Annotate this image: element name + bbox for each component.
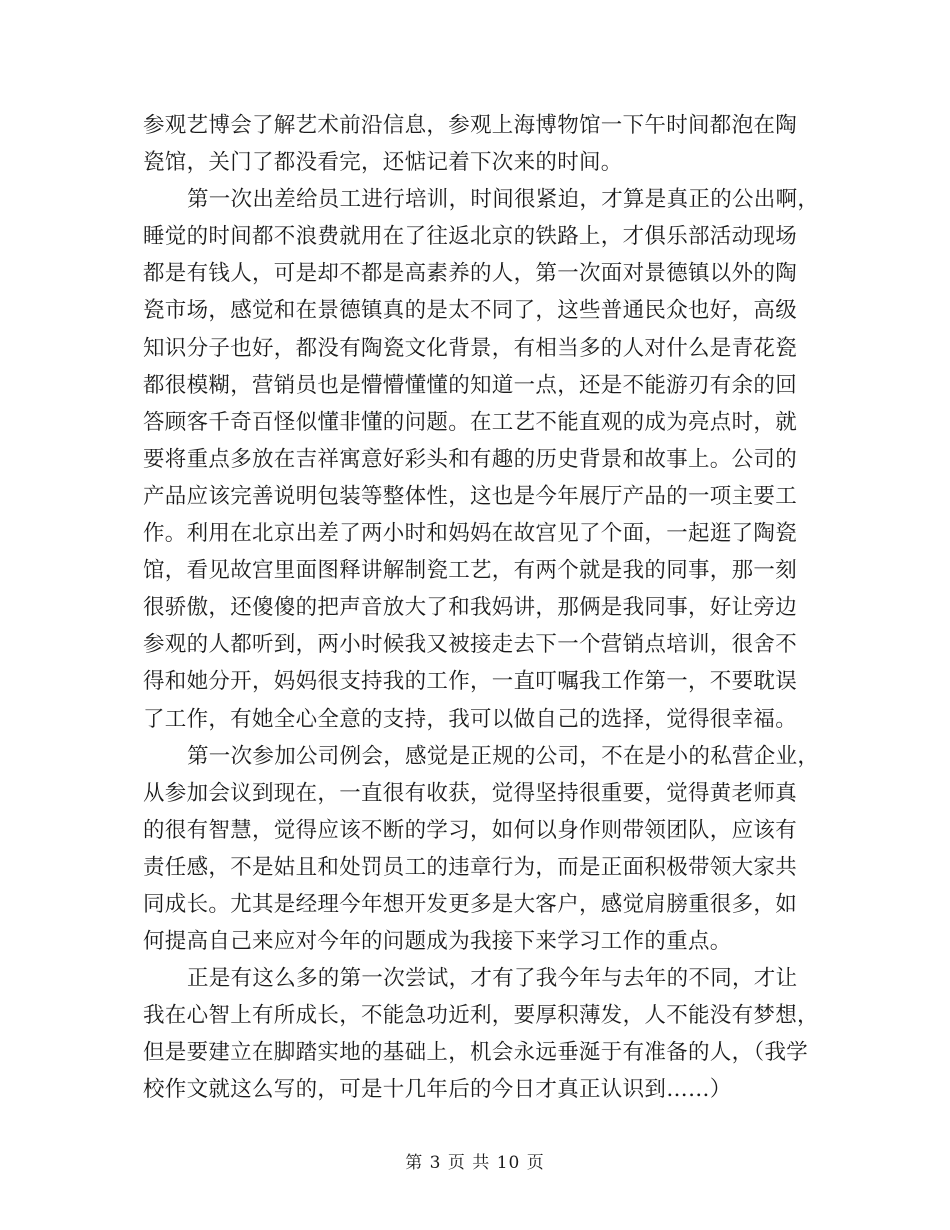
text-line: 知识分子也好，都没有陶瓷文化背景，有相当多的人对什么是青花瓷 — [143, 335, 798, 361]
text-line: 睡觉的时间都不浪费就用在了往返北京的铁路上，才俱乐部活动现场 — [143, 224, 798, 250]
text-line: 校作文就这么写的，可是十几年后的今日才真正认识到……） — [143, 1077, 732, 1103]
text-line: 但是要建立在脚踏实地的基础上，机会永远垂涎于有准备的人，（我学 — [143, 1040, 809, 1066]
text-line: 何提高自己来应对今年的问题成为我接下来学习工作的重点。 — [143, 929, 732, 955]
text-line: 的很有智慧，觉得应该不断的学习，如何以身作则带领团队，应该有 — [143, 817, 798, 843]
text-line: 从参加会议到现在，一直很有收获，觉得坚持很重要，觉得黄老师真 — [143, 780, 798, 806]
text-line: 要将重点多放在吉祥寓意好彩头和有趣的历史背景和故事上。公司的 — [143, 446, 798, 472]
text-line: 同成长。尤其是经理今年想开发更多是大客户，感觉肩膀重很多，如 — [143, 891, 798, 917]
text-line: 都是有钱人，可是却不都是高素养的人，第一次面对景德镇以外的陶 — [143, 261, 798, 287]
text-line: 产品应该完善说明包装等整体性，这也是今年展厅产品的一项主要工 — [143, 483, 798, 509]
text-line: 作。利用在北京出差了两小时和妈妈在故宫见了个面，一起逛了陶瓷 — [143, 521, 798, 547]
text-line: 得和她分开，妈妈很支持我的工作，一直叮嘱我工作第一，不要耽误 — [143, 669, 798, 695]
text-line: 瓷市场，感觉和在景德镇真的是太不同了，这些普通民众也好，高级 — [143, 298, 798, 324]
page-number-footer: 第 3 页 共 10 页 — [405, 1153, 545, 1173]
text-line: 正是有这么多的第一次尝试，才有了我今年与去年的不同，才让 — [187, 966, 798, 992]
text-line: 第一次出差给员工进行培训，时间很紧迫，才算是真正的公出啊， — [187, 187, 820, 213]
text-line: 馆，看见故宫里面图释讲解制瓷工艺，有两个就是我的同事，那一刻 — [143, 558, 798, 584]
text-line: 责任感，不是姑且和处罚员工的违章行为，而是正面积极带领大家共 — [143, 854, 798, 880]
text-line: 瓷馆，关门了都没看完，还惦记着下次来的时间。 — [143, 150, 623, 176]
text-line: 第一次参加公司例会，感觉是正规的公司，不在是小的私营企业， — [187, 743, 820, 769]
document-body — [143, 107, 820, 1109]
text-line: 答顾客千奇百怪似懂非懂的问题。在工艺不能直观的成为亮点时，就 — [143, 409, 798, 435]
text-line: 我在心智上有所成长，不能急功近利，要厚积薄发，人不能没有梦想， — [143, 1003, 819, 1029]
text-line: 参观艺博会了解艺术前沿信息，参观上海博物馆一下午时间都泡在陶 — [143, 113, 798, 138]
text-line: 都很模糊，营销员也是懵懵懂懂的知道一点，还是不能游刃有余的回 — [143, 372, 798, 398]
text-line: 了工作，有她全心全意的支持，我可以做自己的选择，觉得很幸福。 — [143, 706, 798, 732]
text-line: 很骄傲，还傻傻的把声音放大了和我妈讲，那俩是我同事，好让旁边 — [143, 595, 798, 621]
text-line: 参观的人都听到，两小时候我又被接走去下一个营销点培训，很舍不 — [143, 632, 798, 658]
